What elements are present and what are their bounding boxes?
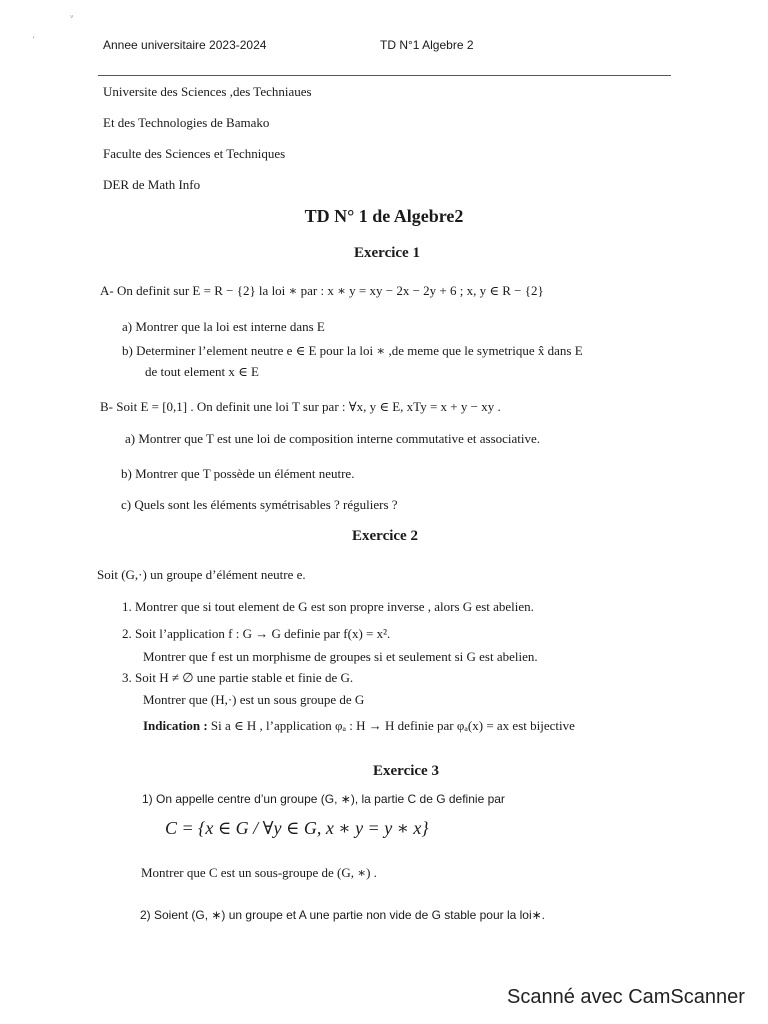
ex1-question-b: b) Determiner l’element neutre e ∈ E pour la loi ∗ ,de meme que le symetrique x̂ dans E (122, 343, 583, 358)
institution-line: Et des Technologies de Bamako (103, 115, 270, 130)
indication-label: Indication : (143, 718, 208, 733)
td-header-title: TD N°1 Algebre 2 (380, 38, 474, 52)
ex3-question-1-cont: Montrer que C est un sous-groupe de (G, ∗) . (141, 865, 377, 880)
ex2-indication (143, 718, 575, 734)
header-rule (98, 75, 671, 76)
ex1-b-question-a: a) Montrer que T est une loi de composition interne commutative et associative. (125, 431, 541, 446)
ex3-center-formula: C = {x ∈ G / ∀y ∈ G, x ∗ y = y ∗ x} (165, 818, 429, 838)
academic-year: Annee universitaire 2023-2024 (103, 38, 267, 52)
indication-text: Si a ∈ H , l’application φₐ : H → H definie par φₐ(x) = ax est bijective (207, 718, 575, 733)
ex1-question-b-cont: de tout element x ∈ E (145, 364, 259, 379)
scan-speck: ᵛ (70, 14, 74, 24)
ex2-item-2-cont: Montrer que f est un morphisme de groupes si et seulement si G est abelien. (143, 649, 538, 664)
ex1-b-question-b: b) Montrer que T possède un élément neutre. (121, 466, 355, 481)
ex2-item-1: 1. Montrer que si tout element de G est son propre inverse , alors G est abelien. (122, 599, 534, 614)
institution-line: DER de Math Info (103, 177, 201, 192)
scan-speck: ʼ (32, 36, 35, 46)
exercise-1-title: Exercice 1 (354, 245, 420, 261)
institution-line: Universite des Sciences ,des Techniaues (103, 84, 312, 99)
document-title: TD N° 1 de Algebre2 (304, 206, 464, 226)
ex1-part-b: B- Soit E = [0,1] . On definit une loi T sur par : ∀x, y ∈ E, xTy = x + y − xy . (100, 399, 501, 414)
ex1-b-question-c: c) Quels sont les éléments symétrisables ? réguliers ? (121, 497, 398, 512)
exercise-3-title: Exercice 3 (373, 763, 439, 779)
ex2-intro: Soit (G,·) un groupe d’élément neutre e. (97, 567, 306, 582)
ex2-item-2: 2. Soit l’application f : G → G definie par f(x) = x². (122, 626, 391, 641)
exercise-2-title: Exercice 2 (352, 528, 418, 544)
ex3-question-1: 1) On appelle centre d’un groupe (G, ∗), la partie C de G definie par (142, 792, 505, 806)
institution-line: Faculte des Sciences et Techniques (103, 146, 286, 161)
ex3-question-2: 2) Soient (G, ∗) un groupe et A une partie non vide de G stable pour la loi∗. (140, 908, 546, 922)
camscanner-watermark: Scanné avec CamScanner (507, 986, 745, 1008)
ex2-item-3-cont: Montrer que (H,·) est un sous groupe de G (143, 692, 365, 707)
ex1-question-a: a) Montrer que la loi est interne dans E (122, 319, 325, 334)
ex1-part-a: A- On definit sur E = R − {2} la loi ∗ par : x ∗ y = xy − 2x − 2y + 6 ; x, y ∈ R − {2} (100, 283, 544, 298)
ex2-item-3: 3. Soit H ≠ ∅ une partie stable et finie de G. (122, 670, 354, 685)
